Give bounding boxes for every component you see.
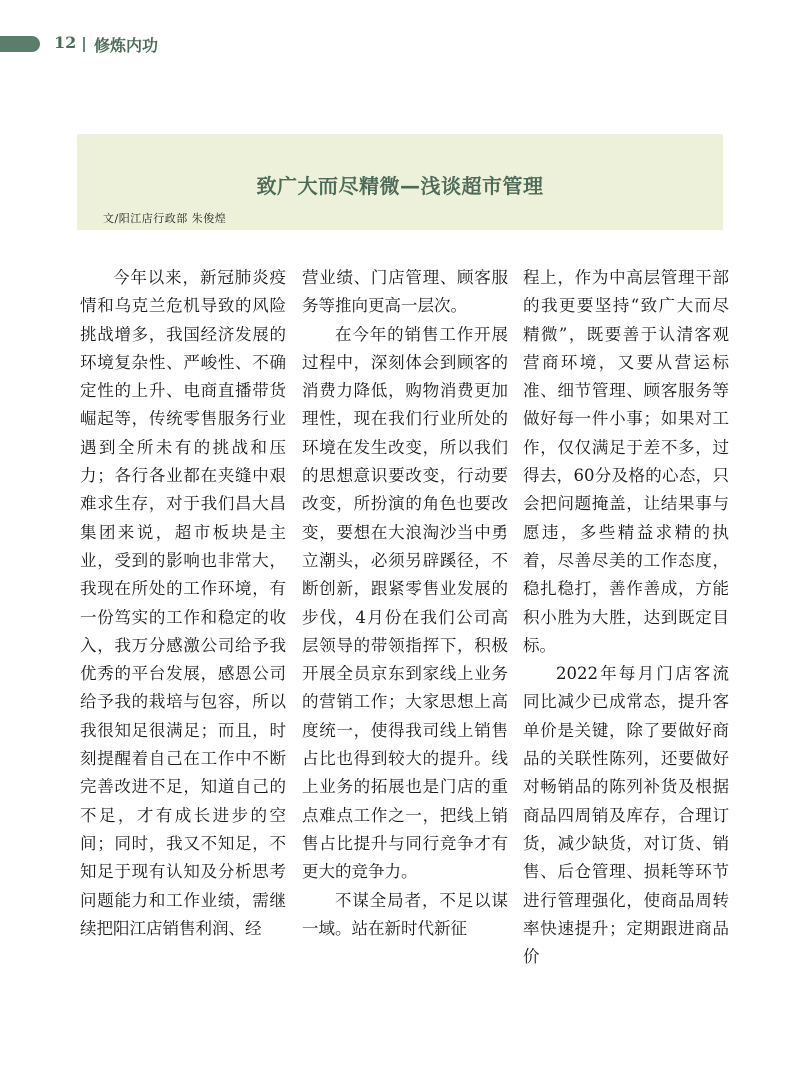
paragraph: 今年以来，新冠肺炎疫情和乌克兰危机导致的风险挑战增多，我国经济发展的环境复杂性、严峻性、不确定性的上升、电商直播带货崛起等，传统零售服务行业遇到全所未有的挑战和压力；各行各业都在夹缝中艰难求生存，对于我们昌大昌集团来说，超市板块是主业，受到的影响也非常大，我现在所处的工作环境，有一份笃实的工作和稳定的收入，我万分感激公司给予我优秀的平台发展，感恩公司给予我的栽培与包容，所以我很知足很满足；而且，时刻提醒着自己在工作中不断完善改进不足，知道自己的不足，才有成长进步的空间；同时，我又不知足，不知足于现有认知及分析思考问题能力和工作业绩，需继续把阳江店销售利润、经: [80, 268, 286, 938]
paragraph: 不谋全局者，不足以谋一域。站在新时代新征: [302, 890, 508, 938]
text-column-3: [523, 264, 729, 971]
paragraph: 营业绩、门店管理、顾客服务等推向更高一层次。: [302, 268, 508, 316]
header-divider: [83, 37, 85, 52]
paragraph: 2022年每月门店客流同比减少已成常态，提升客单价是关键，除了要做好商品的关联性陈列，还要做好对畅销品的陈列补货及根据商品四周销及库存，合理订货，减少缺货，对订货、销售、后仓管理、损耗等环节进行管理强化，使商品周转率快速提升；定期跟进商品价: [523, 664, 729, 967]
article-title: 致广大而尽精微—浅谈超市管理: [256, 174, 544, 198]
text-column-1: [80, 264, 286, 943]
page-number: 12: [54, 33, 77, 52]
header-accent-bar: [0, 36, 40, 52]
paragraph: 在今年的销售工作开展过程中，深刻体会到顾客的消费力降低，购物消费更加理性，现在我们行业所处的环境在发生改变，所以我们的思想意识要改变，行动要改变，所扮演的角色也要改变，要想在大浪淘沙当中勇立潮头，必须另辟蹊径，不断创新，跟紧零售业发展的步伐，4月份在我们公司高层领导的带领指挥下，积极开展全员京东到家线上业务的营销工作；大家思想上高度统一，使得我司线上销售占比也得到较大的提升。线上业务的拓展也是门店的重点难点工作之一，把线上销售占比提升与同行竞争才有更大的竞争力。: [302, 324, 508, 882]
article-byline: 文/阳江店行政部 朱俊煌: [103, 212, 227, 225]
article-body: [80, 264, 730, 1064]
text-column-2: [302, 264, 508, 943]
section-title: 修炼内功: [94, 36, 159, 55]
paragraph: 程上，作为中高层管理干部的我更要坚持“致广大而尽精微”，既要善于认清客观营商环境，又要从营运标准、细节管理、顾客服务等做好每一件小事；如果对工作，仅仅满足于差不多，过得去，60分及格的心态，只会把问题掩盖，让结果事与愿违，多些精益求精的执着，尽善尽美的工作态度，稳扎稳打，善作善成，方能积小胜为大胜，达到既定目标。: [523, 268, 729, 655]
article-title-box: [77, 134, 723, 230]
